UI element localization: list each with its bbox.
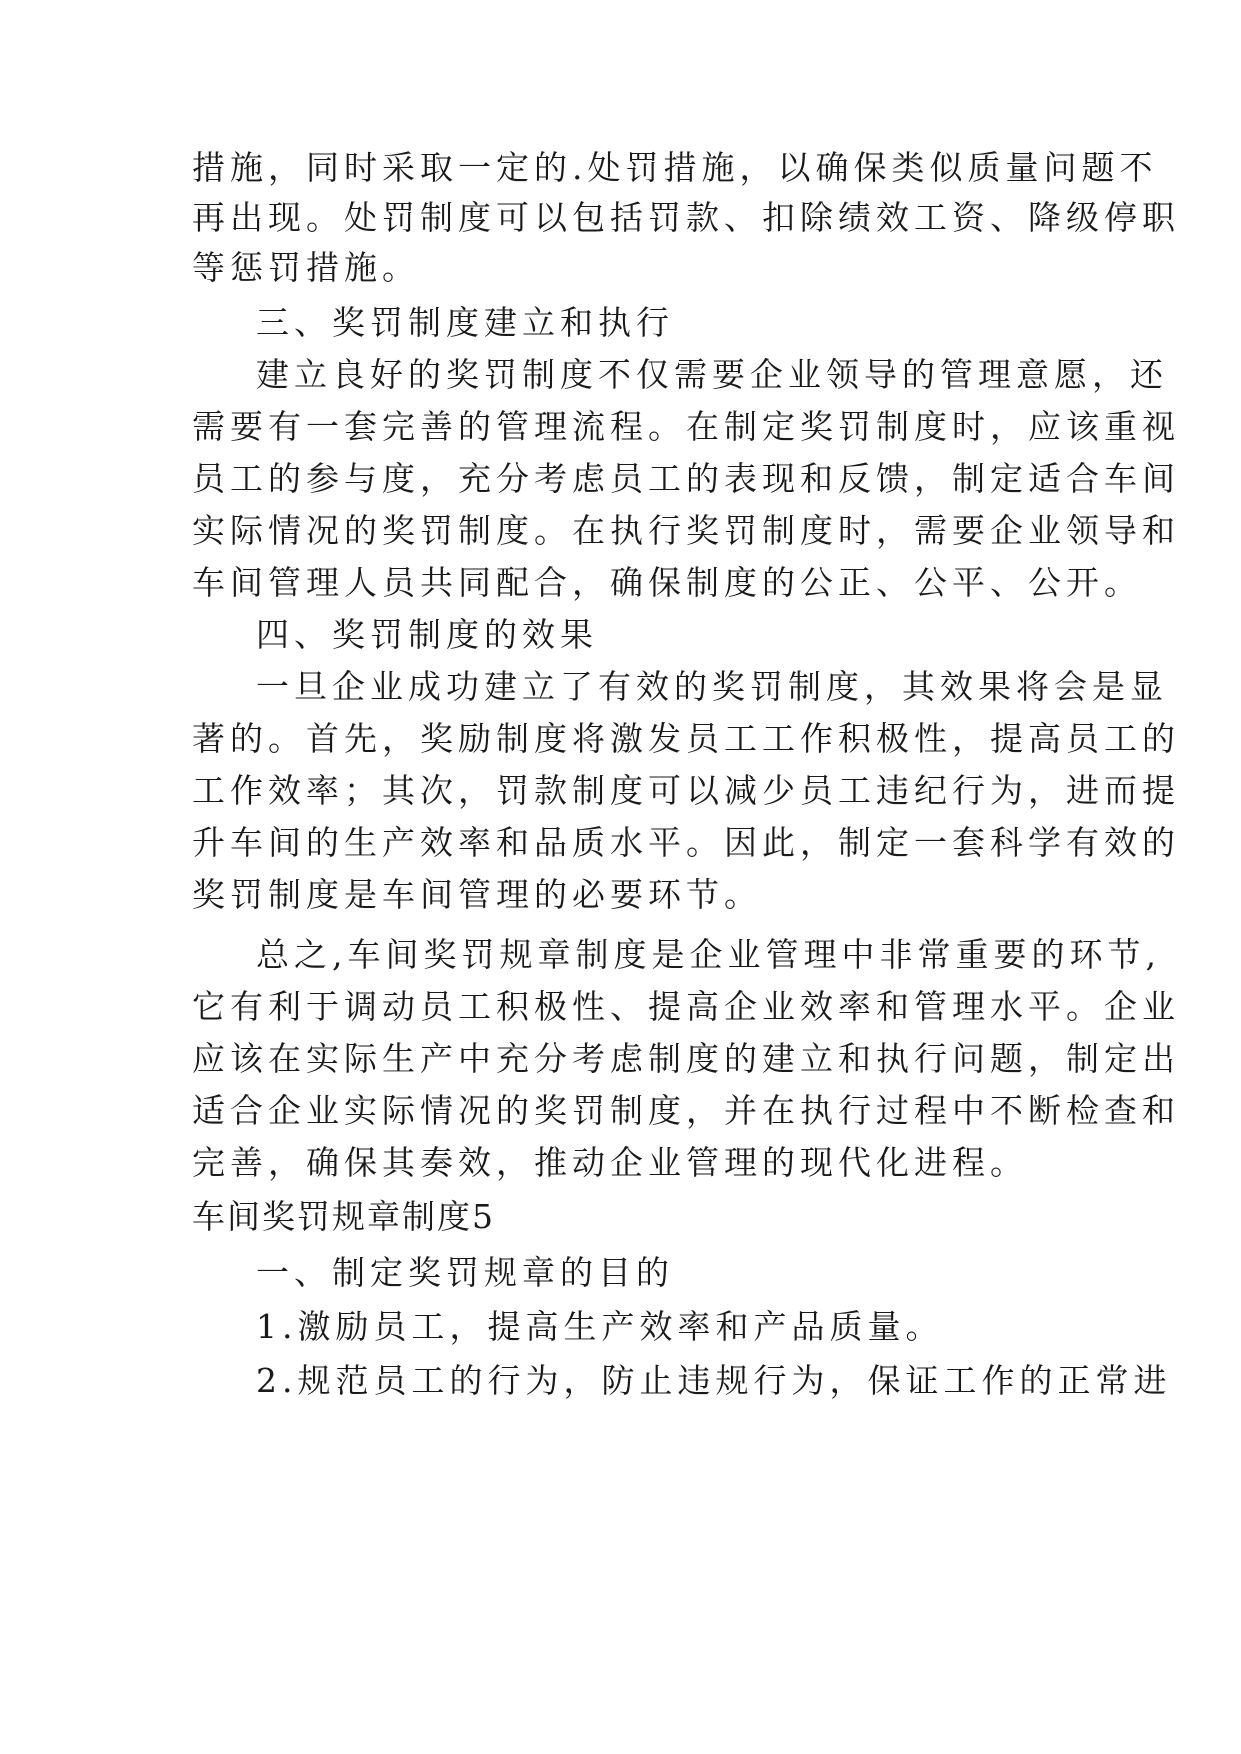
- body-text-line: 车间管理人员共同配合，确保制度的公正、公平、公开。: [192, 563, 1142, 602]
- body-text-line: 建立良好的奖罚制度不仅需要企业领导的管理意愿，还: [256, 355, 1168, 394]
- body-text-line: 著的。首先，奖励制度将激发员工工作积极性，提高员工的: [192, 719, 1180, 758]
- body-text-line: 再出现。处罚制度可以包括罚款、扣除绩效工资、降级停职: [192, 198, 1180, 237]
- body-text-line: 升车间的生产效率和品质水平。因此，制定一套科学有效的: [192, 823, 1180, 862]
- body-text-line: 需要有一套完善的管理流程。在制定奖罚制度时，应该重视: [192, 407, 1180, 446]
- section-heading: 三、奖罚制度建立和执行: [256, 303, 674, 342]
- document-title: 车间奖罚规章制度5: [192, 1197, 495, 1236]
- body-text-line: 应该在实际生产中充分考虑制度的建立和执行问题，制定出: [192, 1039, 1180, 1078]
- body-text-line: 一旦企业成功建立了有效的奖罚制度，其效果将会是显: [256, 667, 1168, 706]
- body-text-line: 适合企业实际情况的奖罚制度，并在执行过程中不断检查和: [192, 1091, 1180, 1130]
- list-item: 2.规范员工的行为，防止违规行为，保证工作的正常进: [256, 1361, 1172, 1400]
- body-text-line: 实际情况的奖罚制度。在执行奖罚制度时，需要企业领导和: [192, 511, 1180, 550]
- body-text-line: 总之,车间奖罚规章制度是企业管理中非常重要的环节,: [256, 935, 1161, 974]
- list-item: 1.激励员工，提高生产效率和产品质量。: [256, 1307, 944, 1346]
- body-text-line: 完善，确保其奏效，推动企业管理的现代化进程。: [192, 1143, 1028, 1182]
- body-text-line: 员工的参与度，充分考虑员工的表现和反馈，制定适合车间: [192, 459, 1180, 498]
- body-text-line: 等惩罚措施。: [192, 248, 420, 287]
- body-text-line: 工作效率；其次，罚款制度可以减少员工违纪行为，进而提: [192, 771, 1180, 810]
- body-text-line: 措施，同时采取一定的.处罚措施，以确保类似质量问题不: [192, 148, 1158, 187]
- section-heading: 四、奖罚制度的效果: [256, 615, 598, 654]
- body-text-line: 奖罚制度是车间管理的必要环节。: [192, 875, 762, 914]
- section-heading: 一、制定奖罚规章的目的: [256, 1253, 674, 1292]
- body-text-line: 它有利于调动员工积极性、提高企业效率和管理水平。企业: [192, 987, 1180, 1026]
